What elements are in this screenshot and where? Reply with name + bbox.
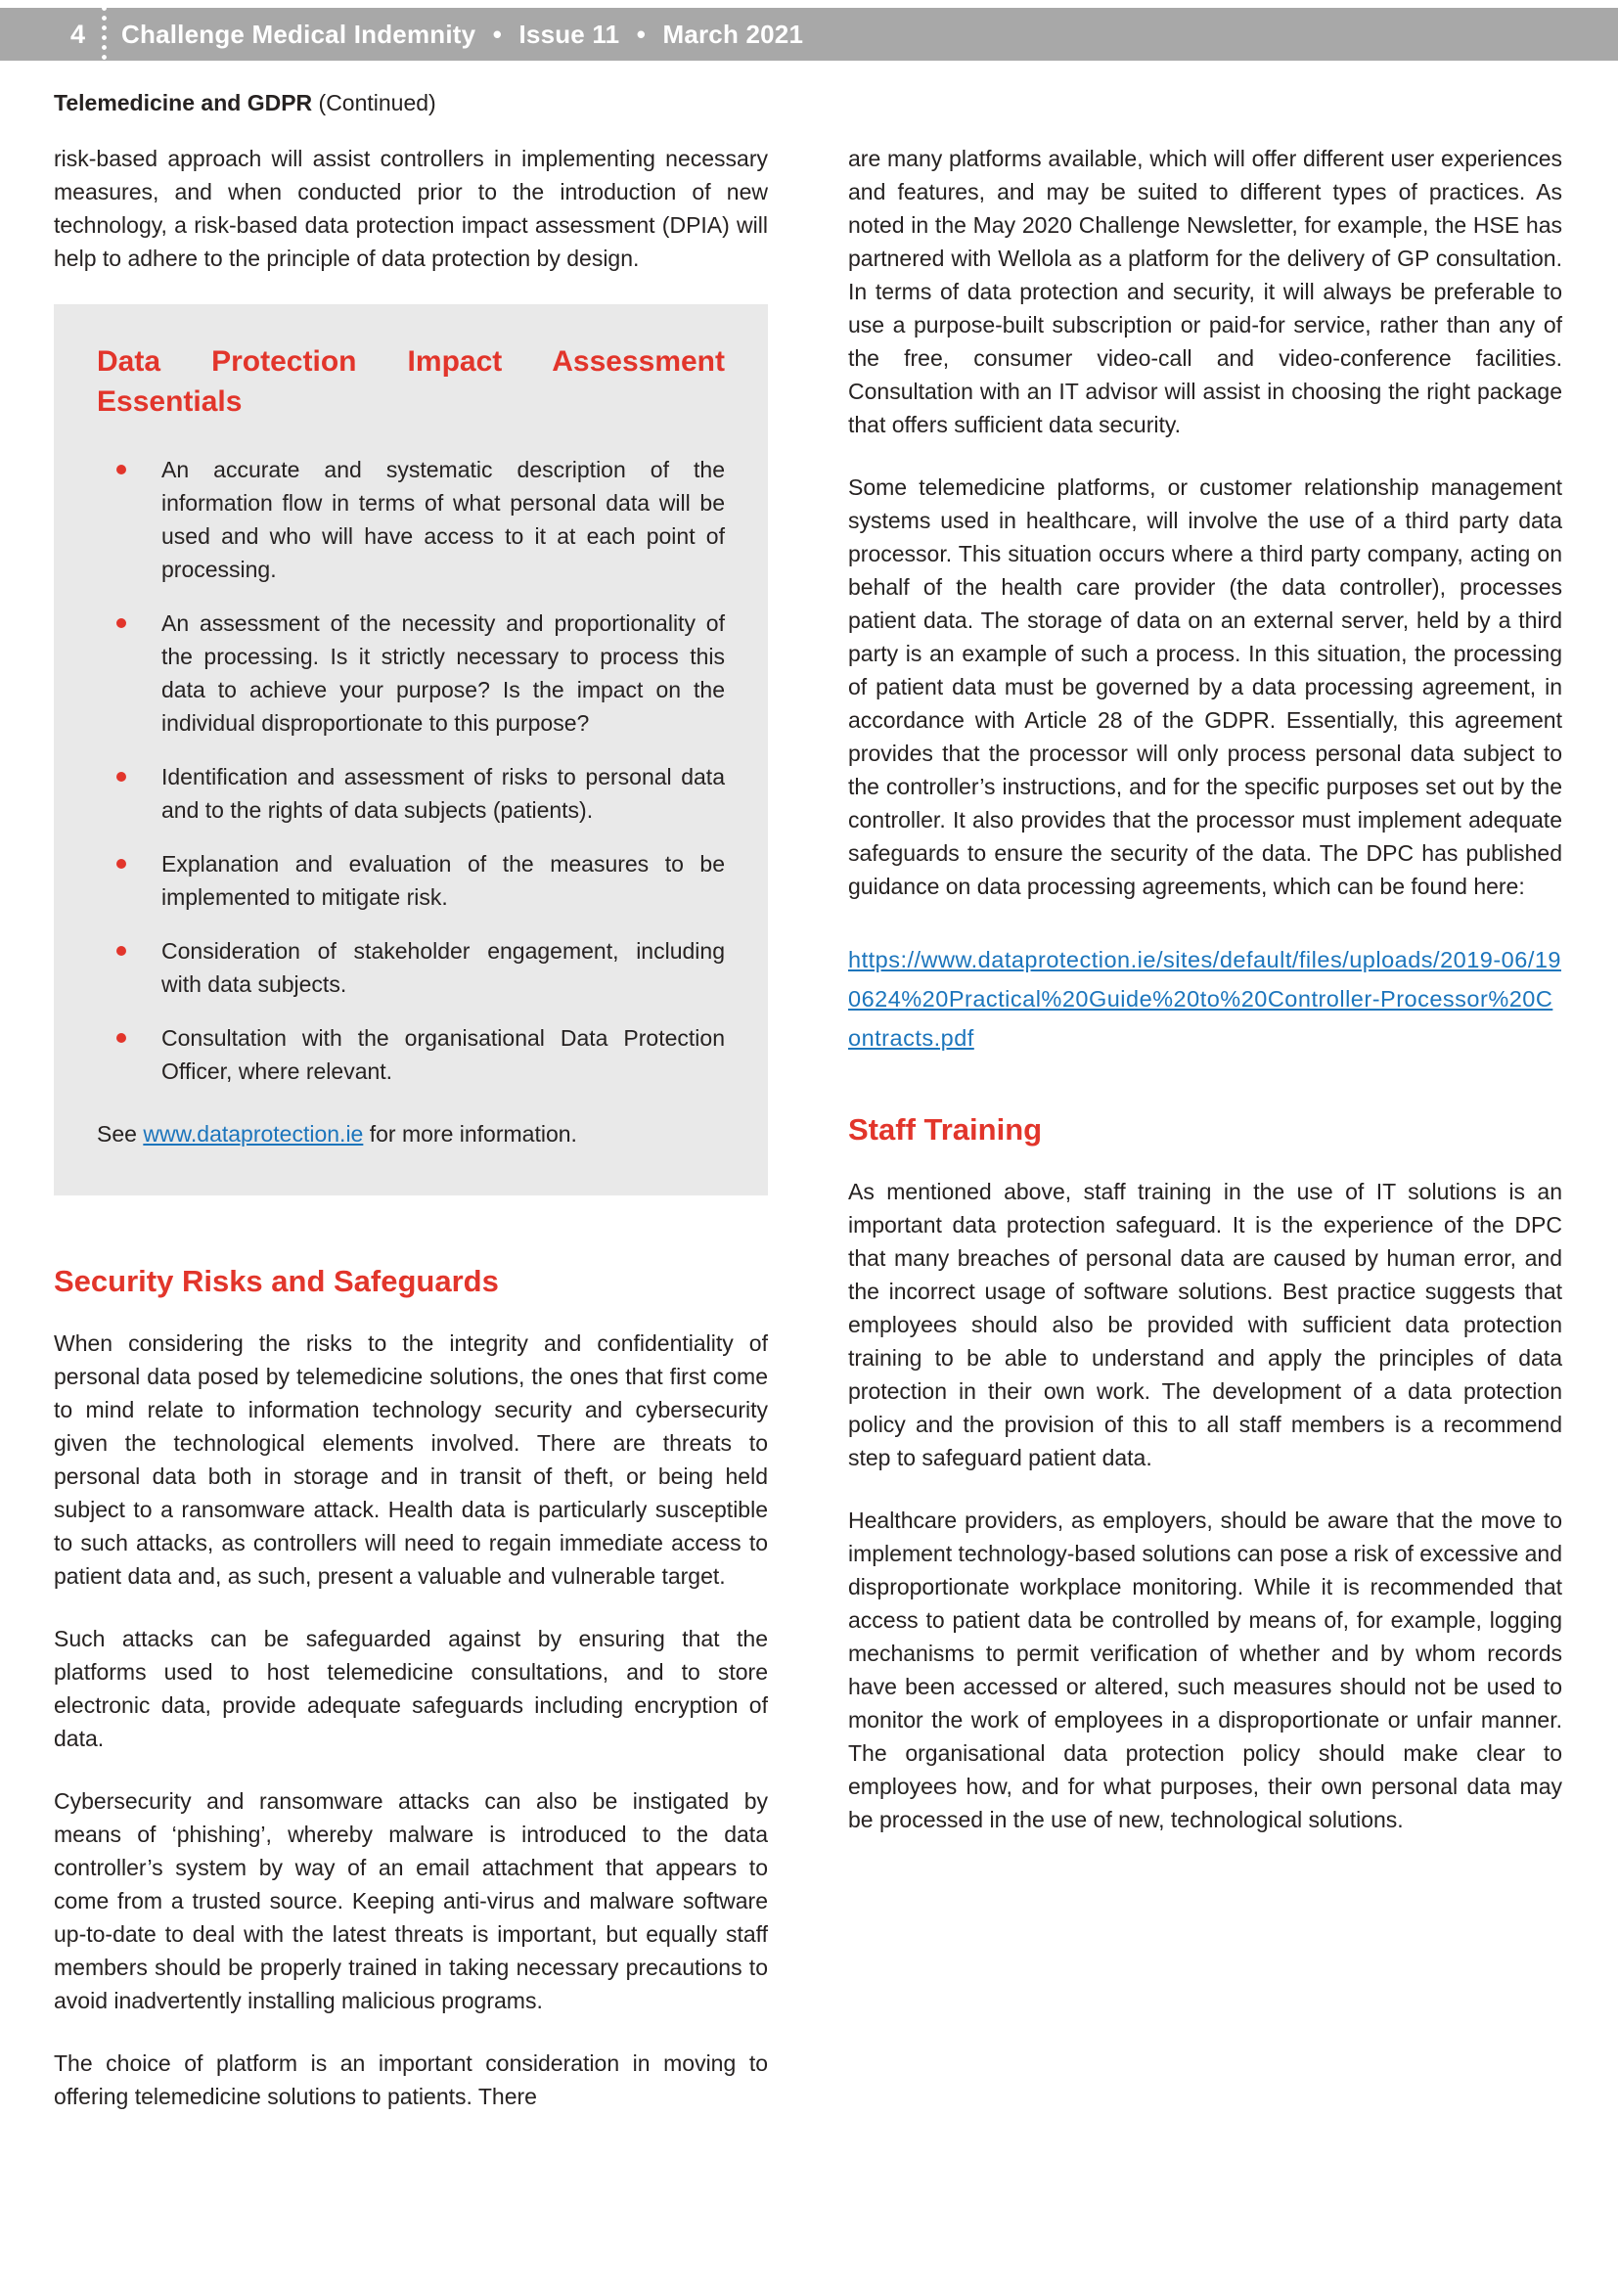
issue-date: March 2021 xyxy=(662,19,804,49)
security-paragraph: The choice of platform is an important consideration in moving to offering telemedicine solutions to patients. There xyxy=(54,2050,768,2109)
list-item xyxy=(97,453,725,586)
article-title-suffix: (Continued) xyxy=(312,90,436,115)
bullet-icon xyxy=(116,946,126,956)
list-item xyxy=(97,934,725,1001)
issue-number: Issue 11 xyxy=(518,19,620,49)
dpia-bullet-list xyxy=(97,453,725,1088)
list-item xyxy=(97,760,725,827)
guide-pdf-link[interactable]: https://www.dataprotection.ie/sites/default/files/uploads/2019-06/190624%20Practical%20Guide%20to%20Controller-Processor%20Contracts.pdf xyxy=(848,947,1561,1051)
processor-paragraph: Some telemedicine platforms, or customer relationship management systems used in healthcare, will involve the use of a third party data processor. This situation occurs where a third party company, acting on behalf of the health care provider (the data controller), processes patient data. The storage of data on an external server, held by a third party is an example of such a process. In this situation, the processing of patient data must be governed by a data processing agreement, in accordance with Article 28 of the GDPR. Essentially, this agreement provides that the processor will only process personal data subject to the controller’s instructions, and for the specific purposes set out by the controller. It also provides that the processor must implement adequate safeguards to ensure the security of the data. The DPC has published guidance on data processing agreements, which can be found here: xyxy=(848,474,1562,899)
dataprotection-link[interactable]: www.dataprotection.ie xyxy=(143,1121,364,1147)
newsletter-brand: Challenge Medical Indemnity xyxy=(121,19,476,49)
bullet-text: An assessment of the necessity and proportionality of the processing. Is it strictly necessary to process this data to achieve your purpose? Is the impact on the individual disproportionate to this purpose? xyxy=(161,610,725,736)
security-paragraph: When considering the risks to the integrity and confidentiality of personal data posed by telemedicine solutions, the ones that first come to mind relate to information technology security and cybersecurity given the technological elements involved. There are threats to personal data both in storage and in transit of theft, or being held subject to a ransomware attack. Health data is particularly susceptible to such attacks, as controllers will need to regain immediate access to patient data and, as such, present a valuable and vulnerable target. xyxy=(54,1330,768,1589)
security-paragraph: Such attacks can be safeguarded against by ensuring that the platforms used to host telemedicine consultations, and to store electronic data, provide adequate safeguards including encryption of data. xyxy=(54,1626,768,1751)
bullet-text: Explanation and evaluation of the measures to be implemented to mitigate risk. xyxy=(161,851,725,910)
list-item xyxy=(97,847,725,914)
article-body xyxy=(0,142,1618,2113)
bullet-text: An accurate and systematic description of the information flow in terms of what personal data will be used and who will have access to it at each point of processing. xyxy=(161,457,725,582)
bullet-icon xyxy=(116,772,126,782)
platforms-paragraph: are many platforms available, which will offer different user experiences and features, and may be suited to different types of practices. As noted in the May 2020 Challenge Newsletter, for example, the HSE has partnered with Wellola as a platform for the delivery of GP consultation. In terms of data protection and security, it will always be preferable to use a purpose-built subscription or paid-for service, rather than any of the free, consumer video-call and video-conference facilities. Consultation with an IT advisor will assist in choosing the right package that offers sufficient data security. xyxy=(848,146,1562,437)
list-item xyxy=(97,1021,725,1088)
security-paragraph: Cybersecurity and ransomware attacks can also be instigated by means of ‘phishing’, whereby malware is introduced to the data controller’s system by way of an email attachment that appears to come from a trusted source. Keeping anti-virus and malware software up-to-date to deal with the latest threats is important, but equally staff members should be properly trained in taking necessary precautions to avoid inadvertently installing malicious programs. xyxy=(54,1788,768,2013)
left-column xyxy=(54,142,768,2113)
bullet-text: Consideration of stakeholder engagement, including with data subjects. xyxy=(161,938,725,997)
list-item xyxy=(97,607,725,740)
dpia-essentials-box xyxy=(54,304,768,1195)
article-title: Telemedicine and GDPR xyxy=(54,90,313,115)
dpia-box-footer xyxy=(97,1117,725,1150)
staff-training-paragraph: Healthcare providers, as employers, should be aware that the move to implement technology-based solutions can pose a risk of excessive and disproportionate workplace monitoring. While it is recommended that access to patient data be controlled by means of, for example, logging mechanisms to permit verification of whether and by whom records have been accessed or altered, such measures should not be used to monitor the work of employees in a disproportionate or unfair manner. The organisational data protection policy should make clear to employees how, and for what purposes, their own personal data may be processed in the use of new, technological solutions. xyxy=(848,1508,1563,1832)
header-separator-icon: • xyxy=(636,19,647,49)
intro-paragraph: risk-based approach will assist controllers in implementing necessary measures, and when conducted prior to the introduction of new technology, a risk-based data protection impact assessment (DPIA) will help to adhere to the principle of data protection by design. xyxy=(54,146,768,271)
bullet-icon xyxy=(116,1033,126,1043)
page-number: 4 xyxy=(70,19,86,49)
header-title-line xyxy=(121,20,803,50)
article-continued-strap xyxy=(54,90,1564,116)
security-risks-heading: Security Risks and Safeguards xyxy=(54,1264,499,1298)
footer-prefix: See xyxy=(97,1121,144,1147)
bullet-text: Identification and assessment of risks to personal data and to the rights of data subjects (patients). xyxy=(161,764,725,823)
bullet-icon xyxy=(116,859,126,869)
bullet-icon xyxy=(116,618,126,628)
dpia-box-title: Data Protection Impact Assessment Essentials xyxy=(97,345,725,418)
newsletter-header-bar xyxy=(0,8,1618,61)
dotted-divider xyxy=(102,0,107,74)
bullet-text: Consultation with the organisational Data Protection Officer, where relevant. xyxy=(161,1025,725,1084)
right-column xyxy=(848,142,1562,2113)
staff-training-heading: Staff Training xyxy=(848,1112,1043,1147)
bullet-icon xyxy=(116,465,126,474)
footer-suffix: for more information. xyxy=(363,1121,577,1147)
header-separator-icon: • xyxy=(492,19,503,49)
staff-training-paragraph: As mentioned above, staff training in the use of IT solutions is an important data protection safeguard. It is the experience of the DPC that many breaches of personal data are caused by human error, and the incorrect usage of software solutions. Best practice suggests that employees should also be provided with sufficient data protection training to be able to understand and apply the principles of data protection in their own work. The development of a data protection policy and the provision of this to all staff members is a recommend step to safeguard patient data. xyxy=(848,1179,1562,1470)
